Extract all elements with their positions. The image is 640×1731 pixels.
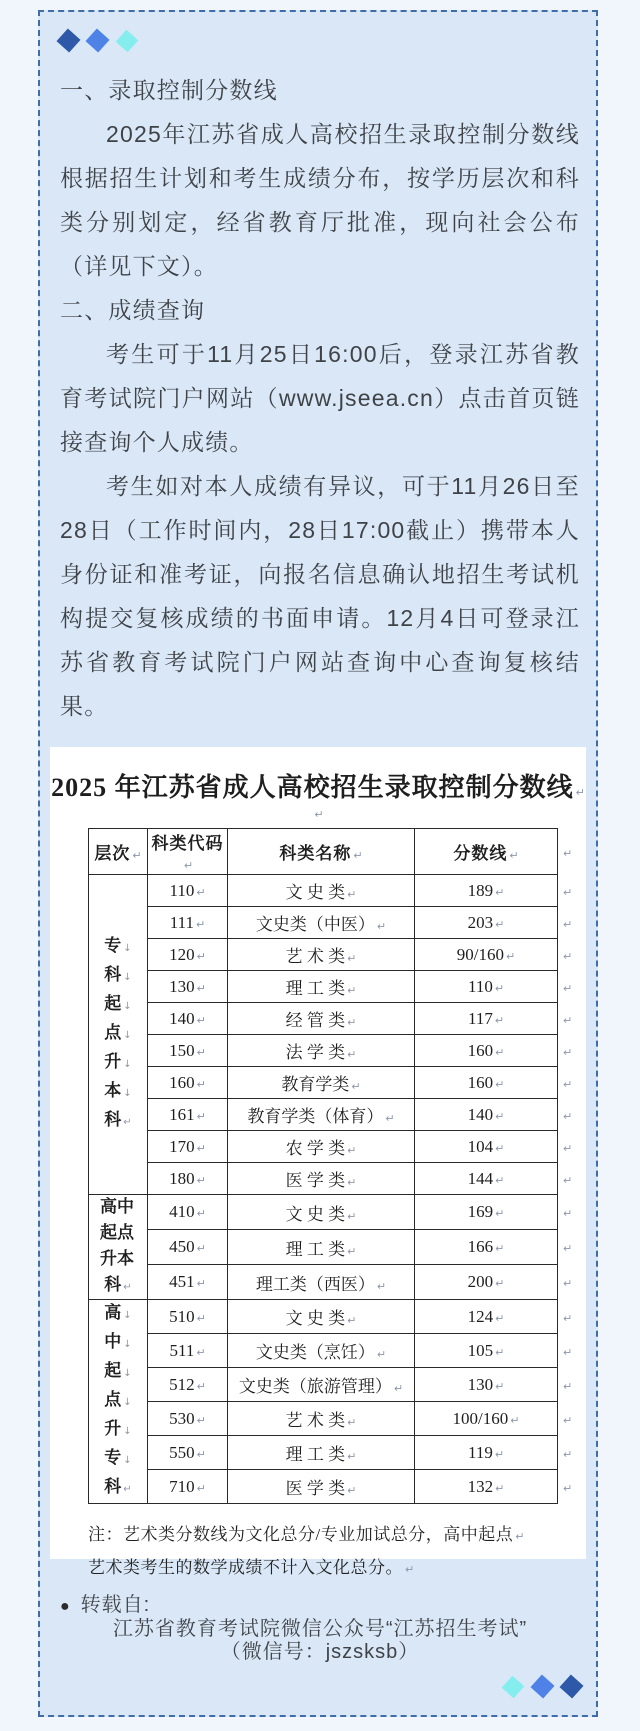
cell-score: 160 ↵ (415, 1067, 558, 1099)
cell-code: 160 ↵ (148, 1067, 228, 1099)
article-body (60, 68, 580, 728)
note-line: 注：艺术类分数线为文化总分/专业加试总分，高中起点 ↵ (88, 1525, 525, 1544)
cell-code: 511 ↵ (148, 1334, 228, 1368)
diamond-icon (559, 1674, 583, 1698)
cell-score: 104 ↵ (415, 1131, 558, 1163)
cell-code: 510 ↵ (148, 1300, 228, 1334)
cell-score: 140 ↵ (415, 1099, 558, 1131)
table-row (89, 1067, 580, 1099)
diamond-icon (86, 28, 110, 52)
table-row (89, 1195, 580, 1230)
table-row (89, 1099, 580, 1131)
cell-code: 140 ↵ (148, 1003, 228, 1035)
cell-name: 教育学类（体育） ↵ (228, 1099, 415, 1131)
cell-mark: ↵ (132, 849, 142, 862)
cell-score: 110 ↵ (415, 971, 558, 1003)
col-header-level: 层次 ↵ (89, 829, 148, 875)
score-table (88, 828, 580, 1504)
cell-name: 文史类（中医） ↵ (228, 907, 415, 939)
table-row (89, 1163, 580, 1195)
cell-code: 451 ↵ (148, 1265, 228, 1300)
cell-code: 512 ↵ (148, 1368, 228, 1402)
row-end-mark: ↵ (563, 1311, 573, 1325)
cell-score: 144 ↵ (415, 1163, 558, 1195)
row-end-mark: ↵ (563, 917, 573, 931)
table-row (89, 1300, 580, 1334)
row-end-mark: ↵ (563, 1045, 573, 1059)
level-cell: 高中 起点 升本 科 ↵ (89, 1195, 148, 1300)
cell-score: 130 ↵ (415, 1368, 558, 1402)
cell-score: 117 ↵ (415, 1003, 558, 1035)
footer-source: 江苏省教育考试院微信公众号“江苏招生考试” (112, 1618, 528, 1640)
row-end-mark: ↵ (563, 1277, 573, 1290)
diamond-icon (502, 1676, 525, 1699)
cell-score: 169 ↵ (415, 1195, 558, 1230)
level-cell: 高 ↓ 中 ↓ 起 ↓ 点 ↓ 升 ↓ 专 ↓ 科 ↵ (89, 1300, 148, 1504)
row-end-mark: ↵ (563, 1173, 573, 1187)
cell-mark: ↵ (353, 849, 363, 862)
table-row (89, 971, 580, 1003)
cell-code: 111 ↵ (148, 907, 228, 939)
level-cell: 专 ↓ 科 ↓ 起 ↓ 点 ↓ 升 ↓ 本 ↓ 科 ↵ (89, 875, 148, 1195)
table-row (89, 939, 580, 971)
section-heading-1: 一、录取控制分数线 (60, 77, 278, 103)
row-end-mark: ↵ (563, 949, 573, 963)
cell-name: 经 管 类 ↵ (228, 1003, 415, 1035)
cell-name: 理 工 类 ↵ (228, 1230, 415, 1265)
cell-name: 医 学 类 ↵ (228, 1163, 415, 1195)
footer-label: 转载自: (80, 1594, 151, 1616)
col-header-code: 科类代码↵ (148, 829, 228, 875)
paragraph-2: 考生可于11月25日16:00后，登录江苏省教育考试院门户网站（www.jseea.cn）点击首页链接查询个人成绩。 (60, 341, 580, 455)
row-end-mark: ↵ (563, 1447, 573, 1461)
cell-name: 艺 术 类 ↵ (228, 1402, 415, 1436)
row-end-mark: ↵ (563, 981, 573, 995)
cell-name: 文 史 类 ↵ (228, 875, 415, 907)
cell-score: 200 ↵ (415, 1265, 558, 1300)
decor-diamonds-top (56, 28, 139, 58)
col-header-name: 科类名称 ↵ (228, 829, 415, 875)
table-row (89, 1334, 580, 1368)
cell-name: 文 史 类 ↵ (228, 1300, 415, 1334)
cell-name: 艺 术 类 ↵ (228, 939, 415, 971)
diamond-icon (116, 30, 139, 53)
paragraph-mark: ↵ (575, 786, 585, 799)
paragraph-3: 考生如对本人成绩有异议，可于11月26日至28日（工作时间内，28日17:00截止）携带本人身份证和准考证，向报名信息确认地招生考试机构提交复核成绩的书面申请。12月4日可登录江苏省教育考试院门户网站查询中心查询复核结果。 (60, 473, 580, 719)
cell-name: 理 工 类 ↵ (228, 1436, 415, 1470)
paragraph-mark: ↵ (405, 1563, 415, 1576)
cell-code: 710 ↵ (148, 1470, 228, 1504)
row-end-mark: ↵ (563, 1379, 573, 1393)
table-header-row (89, 829, 580, 875)
table-row (89, 1436, 580, 1470)
diamond-icon (56, 28, 80, 52)
footer-wechat-id: （微信号：jszsksb） (220, 1641, 420, 1663)
cell-code: 410 ↵ (148, 1195, 228, 1230)
cell-name: 理工类（西医） ↵ (228, 1265, 415, 1300)
row-end-mark: ↵ (563, 1141, 573, 1155)
cell-code: 450 ↵ (148, 1230, 228, 1265)
cell-score: 203 ↵ (415, 907, 558, 939)
table-row (89, 1230, 580, 1265)
table-row (89, 1470, 580, 1504)
cell-name: 法 学 类 ↵ (228, 1035, 415, 1067)
col-header-score: 分数线 ↵ (415, 829, 558, 875)
table-title (50, 767, 586, 804)
paragraph-mark: ↵ (515, 1530, 525, 1543)
table-row (89, 875, 580, 907)
cell-code: 130 ↵ (148, 971, 228, 1003)
cell-name: 农 学 类 ↵ (228, 1131, 415, 1163)
cell-score: 119 ↵ (415, 1436, 558, 1470)
cell-name: 教育学类 ↵ (228, 1067, 415, 1099)
cell-name: 医 学 类 ↵ (228, 1470, 415, 1504)
cell-code: 170 ↵ (148, 1131, 228, 1163)
cell-score: 132 ↵ (415, 1470, 558, 1504)
cell-code: 120 ↵ (148, 939, 228, 971)
scoreline-table-card (50, 747, 586, 1577)
cell-code: 110 ↵ (148, 875, 228, 907)
table-row (89, 907, 580, 939)
section-heading-2: 二、成绩查询 (60, 297, 206, 323)
diamond-icon (530, 1674, 554, 1698)
cell-mark: ↵ (509, 849, 519, 862)
source-footer (60, 1594, 580, 1664)
row-end-mark: ↵ (563, 1109, 573, 1123)
cell-score: 100/160 ↵ (415, 1402, 558, 1436)
table-row (89, 1265, 580, 1300)
row-end-mark: ↵ (563, 1242, 573, 1255)
cell-score: 166 ↵ (415, 1230, 558, 1265)
table-title-text: 2025 年江苏省成人高校招生录取控制分数线 (51, 773, 574, 802)
bullet-icon: ● (60, 1598, 71, 1615)
cell-score: 105 ↵ (415, 1334, 558, 1368)
cell-code: 530 ↵ (148, 1402, 228, 1436)
paragraph-1: 2025年江苏省成人高校招生录取控制分数线根据招生计划和考生成绩分布，按学历层次和科类分别划定，经省教育厅批准，现向社会公布（详见下文）。 (60, 121, 580, 279)
row-end-mark: ↵ (563, 1013, 573, 1027)
cell-name: 理 工 类 ↵ (228, 971, 415, 1003)
cell-name: 文 史 类 ↵ (228, 1195, 415, 1230)
row-end-mark: ↵ (563, 1345, 573, 1359)
row-end-mark: ↵ (563, 1413, 573, 1427)
cell-code: 150 ↵ (148, 1035, 228, 1067)
row-end-mark: ↵ (563, 1481, 573, 1495)
cell-code: 161 ↵ (148, 1099, 228, 1131)
cell-name: 文史类（烹饪） ↵ (228, 1334, 415, 1368)
cell-score: 160 ↵ (415, 1035, 558, 1067)
footer-line-1 (60, 1594, 580, 1618)
cell-score: 124 ↵ (415, 1300, 558, 1334)
decor-diamonds-bottom (501, 1674, 584, 1704)
table-note (88, 1519, 548, 1585)
table-row (89, 1131, 580, 1163)
cell-code: 180 ↵ (148, 1163, 228, 1195)
row-end-mark: ↵ (563, 1207, 573, 1220)
cell-score: 189 ↵ (415, 875, 558, 907)
content-card (38, 10, 598, 1717)
cell-mark: ↵ (183, 859, 194, 872)
paragraph-mark: ↵ (314, 808, 324, 821)
cell-name: 文史类（旅游管理） ↵ (228, 1368, 415, 1402)
table-row (89, 1003, 580, 1035)
table-row (89, 1035, 580, 1067)
row-end-mark: ↵ (563, 846, 573, 860)
cell-score: 90/160 ↵ (415, 939, 558, 971)
note-line: 艺术类考生的数学成绩不计入文化总分。 ↵ (88, 1558, 415, 1577)
cell-code: 550 ↵ (148, 1436, 228, 1470)
table-row (89, 1368, 580, 1402)
row-end-mark: ↵ (563, 885, 573, 899)
table-row (89, 1402, 580, 1436)
row-end-mark: ↵ (563, 1077, 573, 1091)
